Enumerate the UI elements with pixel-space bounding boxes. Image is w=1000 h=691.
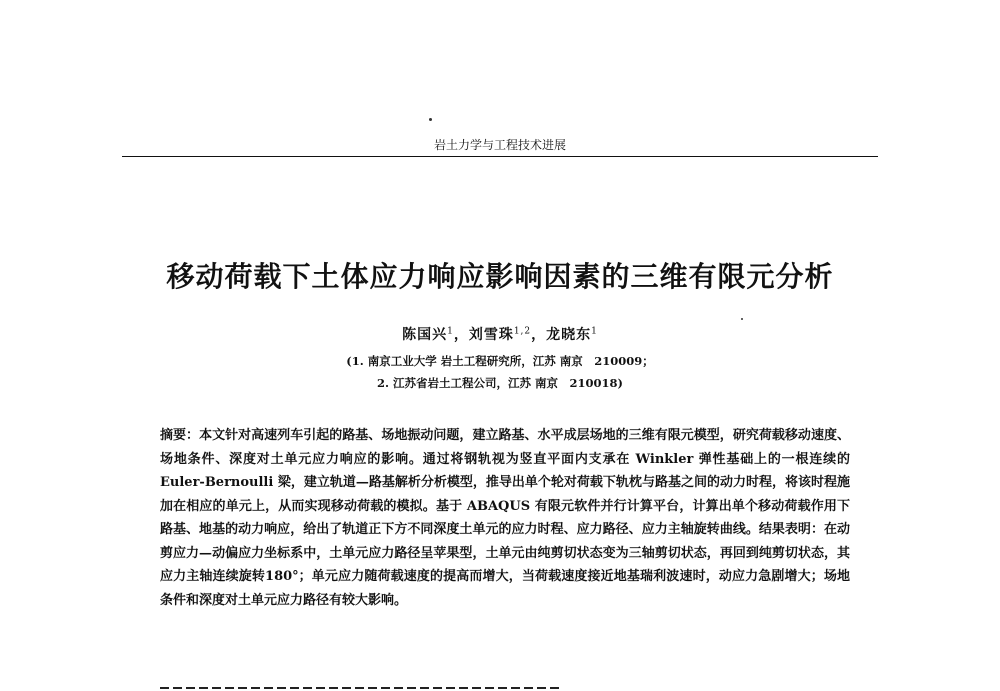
author-affiliation-mark: 1,2 [513,326,532,337]
affiliation-2: 2. 江苏省岩土工程公司，江苏 南京 210018) [377,376,623,390]
header-rule [122,156,878,157]
cut-off-text-line [160,684,560,691]
abstract [160,424,850,612]
abstract-label: 摘要： [160,428,200,443]
running-head: 岩土力学与工程技术进展 [433,138,566,152]
author-affiliation-mark: 1 [447,326,454,337]
scan-dot [429,118,432,121]
affiliation-1: (1. 南京工业大学 岩土工程研究所，江苏 南京 210009； [346,354,654,368]
author-affiliation-mark: 1 [591,326,598,337]
author-name: 龙晓东 [546,327,592,343]
author-line [0,324,1000,344]
author-separator: ， [531,327,547,343]
author-name: 陈国兴 [402,327,448,343]
author-name: 刘雪珠 [468,327,514,343]
author-separator: ， [453,327,469,343]
scan-dot [741,318,743,320]
abstract-text: 本文针对高速列车引起的路基、场地振动问题，建立路基、水平成层场地的三维有限元模型，研究荷载移动速度、场地条件、深度对土单元应力响应的影响。通过将钢轨视为竖直平面内支承在 Winkler 弹性基础上的一根连续的 Euler-Bernoulli 梁，建立轨道—路基解析分析模型，推导出单个轮对荷载下轨枕与路基之间的动力时程，将该时程施加在相应的单元上，从而实现移动荷载的模拟。基于 ABAQUS 有限元软件并行计算平台，计算出单个移动荷载作用下路基、地基的动力响应，给出了轨道正下方不同深度土单元的应力时程、应力路径、应力主轴旋转曲线。结果表明：在动剪应力—动偏应力坐标系中，土单元应力路径呈苹果型，土单元由纯剪切状态变为三轴剪切状态，再回到纯剪切状态，其应力主轴连续旋转180°；单元应力随荷载速度的提高而增大，当荷载速度接近地基瑞利波速时，动应力急剧增大；场地条件和深度对土单元应力路径有较大影响。 [160,428,850,608]
paper-title: 移动荷载下土体应力响应影响因素的三维有限元分析 [166,260,834,293]
